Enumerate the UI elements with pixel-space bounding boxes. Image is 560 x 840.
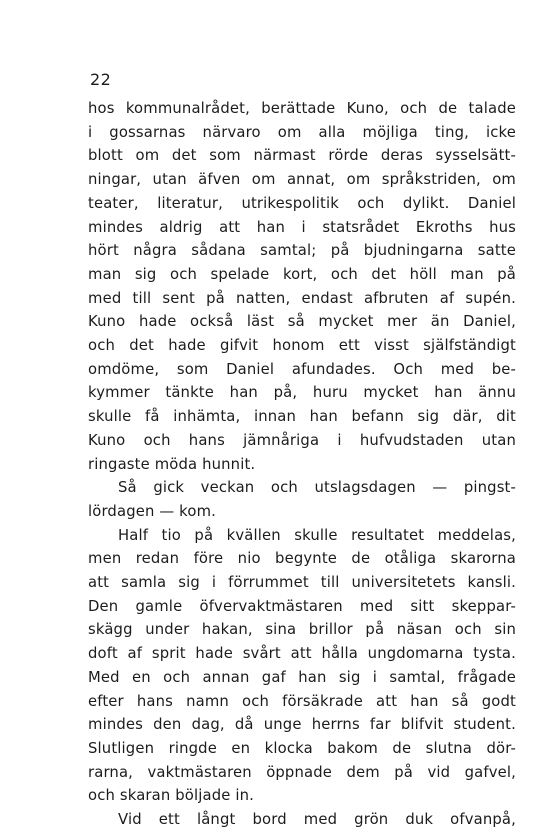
text-line: ringaste möda hunnit. — [88, 455, 256, 473]
text-line: och skaran böljade in. — [88, 787, 255, 805]
text-line: Slutligen ringde en klocka bakom de slutna dör- — [88, 739, 516, 757]
text-line: efter hans namn och försäkrade att han så godt — [88, 692, 516, 710]
text-line: teater, literatur, utrikespolitik och dylikt. Daniel — [88, 194, 516, 212]
paragraph — [88, 524, 516, 808]
text-line: rarna, vaktmästaren öppnade dem på vid gafvel, — [88, 763, 516, 781]
text-line: hos kommunalrådet, berättade Kuno, och de talade — [88, 100, 516, 117]
paragraph — [88, 808, 516, 832]
text-line: skägg under hakan, sina brillor på näsan och sin — [88, 621, 516, 639]
text-line: Den gamle öfvervaktmästaren med sitt skeppar- — [88, 597, 516, 615]
text-line: Kuno och hans jämnåriga i hufvudstaden utan — [88, 431, 516, 449]
text-line: i gossarnas närvaro om alla möjliga ting, icke — [88, 123, 516, 141]
text-line: omdöme, som Daniel afundades. Och med be- — [88, 360, 516, 378]
text-line: kymmer tänkte han på, huru mycket han ännu — [88, 384, 516, 402]
text-line: och det hade gifvit honom ett visst själfständigt — [88, 337, 516, 355]
paragraph — [88, 476, 516, 523]
text-line: Kuno hade också läst så mycket mer än Daniel, — [88, 313, 516, 331]
text-line: lördagen — kom. — [88, 502, 216, 520]
text-line: mindes den dag, då unge herrns far blifvit student. — [88, 716, 516, 734]
paragraph — [88, 97, 516, 476]
text-line: Så gick veckan och utslagsdagen — pingst- — [118, 479, 516, 497]
text-line: men redan före nio begynte de otåliga skarorna — [88, 550, 516, 568]
text-line: hört några sådana samtal; på bjudningarna satte — [88, 242, 516, 260]
text-line: ningar, utan äfven om annat, om språkstriden, om — [88, 171, 516, 189]
text-line: mindes aldrig att han i statsrådet Ekroths hus — [88, 218, 516, 236]
body-text — [88, 97, 516, 832]
text-line: doft af sprit hade svårt att hålla ungdomarna tysta. — [88, 645, 516, 663]
text-line: man sig och spelade kort, och det höll man på — [88, 265, 516, 283]
text-line: Vid ett långt bord med grön duk ofvanpå, — [118, 811, 516, 829]
text-line: skulle få inhämta, innan han befann sig där, dit — [88, 408, 516, 426]
text-line: Half tio på kvällen skulle resultatet meddelas, — [118, 526, 516, 544]
text-line: Med en och annan gaf han sig i samtal, frågade — [88, 668, 516, 686]
page-number: 22 — [90, 70, 112, 89]
text-line: med till sent på natten, endast afbruten af supén. — [88, 289, 516, 307]
text-line: blott om det som närmast rörde deras sysselsätt- — [88, 147, 516, 165]
text-line: att samla sig i förrummet till universitetets kansli. — [88, 574, 516, 592]
